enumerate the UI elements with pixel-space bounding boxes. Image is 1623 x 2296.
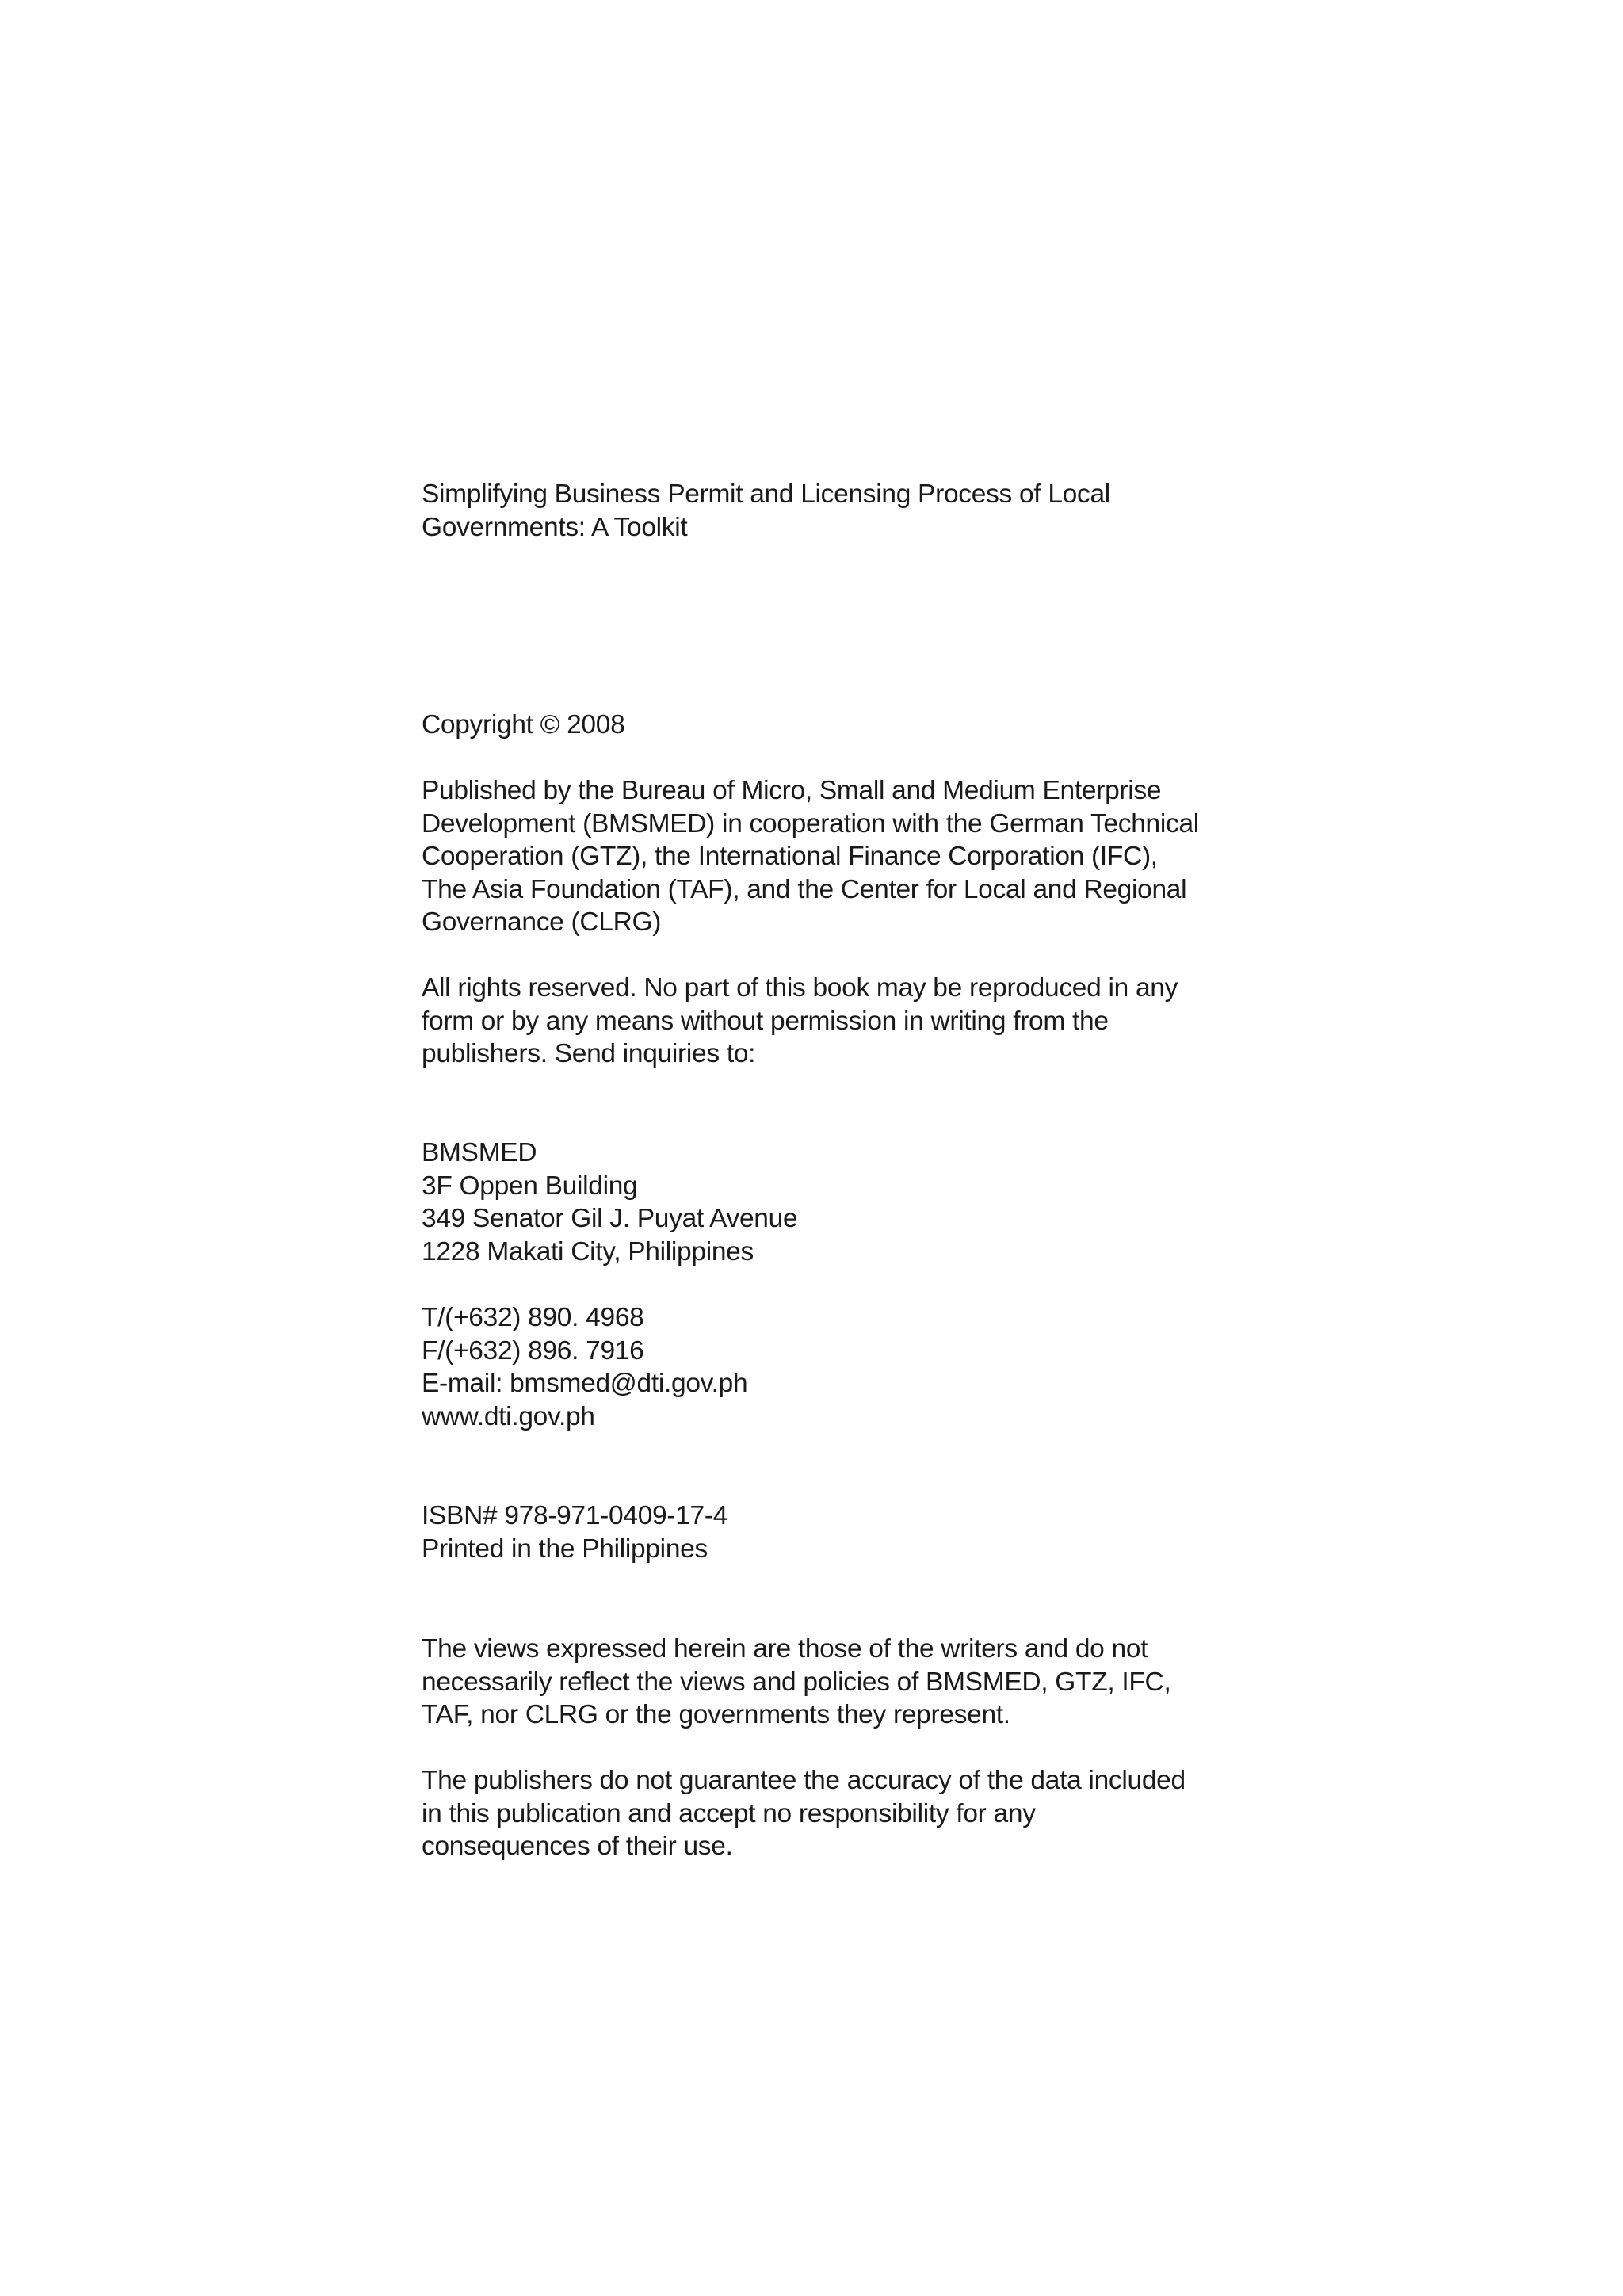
publisher-line: The Asia Foundation (TAF), and the Center for Local and Regional (422, 874, 1187, 904)
disclaimer-line: The views expressed herein are those of the writers and do not (422, 1634, 1148, 1664)
book-title (422, 478, 1246, 544)
views-disclaimer (422, 1633, 1246, 1732)
publisher-line: Cooperation (GTZ), the International Finance Corporation (IFC), (422, 842, 1158, 872)
book-title-line: Governments: A Toolkit (422, 512, 688, 542)
rights-line: form or by any means without permission in writing from the (422, 1006, 1109, 1036)
email-line: E-mail: bmsmed@dti.gov.ph (422, 1369, 748, 1399)
isbn-info (422, 1499, 1246, 1565)
website-line: www.dti.gov.ph (422, 1401, 595, 1431)
contact-details (422, 1301, 1246, 1433)
address-line: BMSMED (422, 1138, 537, 1167)
copyright-line: Copyright © 2008 (422, 710, 625, 739)
disclaimer-line: consequences of their use. (422, 1832, 733, 1862)
printed-in-line: Printed in the Philippines (422, 1534, 708, 1564)
publisher-line: Development (BMSMED) in cooperation with the German Technical (422, 808, 1199, 839)
fax-line: F/(+632) 896. 7916 (422, 1335, 644, 1366)
address-line: 3F Oppen Building (422, 1171, 638, 1201)
address-line: 349 Senator Gil J. Puyat Avenue (422, 1204, 798, 1234)
isbn-line: ISBN# 978-971-0409-17-4 (422, 1501, 728, 1530)
copyright-notice (422, 709, 1246, 742)
mailing-address (422, 1137, 1246, 1268)
publisher-line: Published by the Bureau of Micro, Small and Medium Enterprise (422, 776, 1162, 805)
disclaimer-line: in this publication and accept no responsibility for any (422, 1798, 1036, 1828)
publisher-statement (422, 774, 1246, 939)
rights-line: All rights reserved. No part of this book may be reproduced in any (422, 973, 1178, 1003)
publisher-line: Governance (CLRG) (422, 907, 662, 938)
rights-line: publishers. Send inquiries to: (422, 1039, 756, 1069)
address-line: 1228 Makati City, Philippines (422, 1236, 754, 1266)
accuracy-disclaimer (422, 1764, 1246, 1863)
rights-statement (422, 972, 1246, 1071)
disclaimer-line: The publishers do not guarantee the accuracy of the data included (422, 1766, 1186, 1795)
book-title-line: Simplifying Business Permit and Licensing Process of Local (422, 479, 1110, 509)
phone-line: T/(+632) 890. 4968 (422, 1303, 644, 1332)
disclaimer-line: necessarily reflect the views and policies of BMSMED, GTZ, IFC, (422, 1667, 1171, 1697)
disclaimer-line: TAF, nor CLRG or the governments they represent. (422, 1700, 1010, 1730)
